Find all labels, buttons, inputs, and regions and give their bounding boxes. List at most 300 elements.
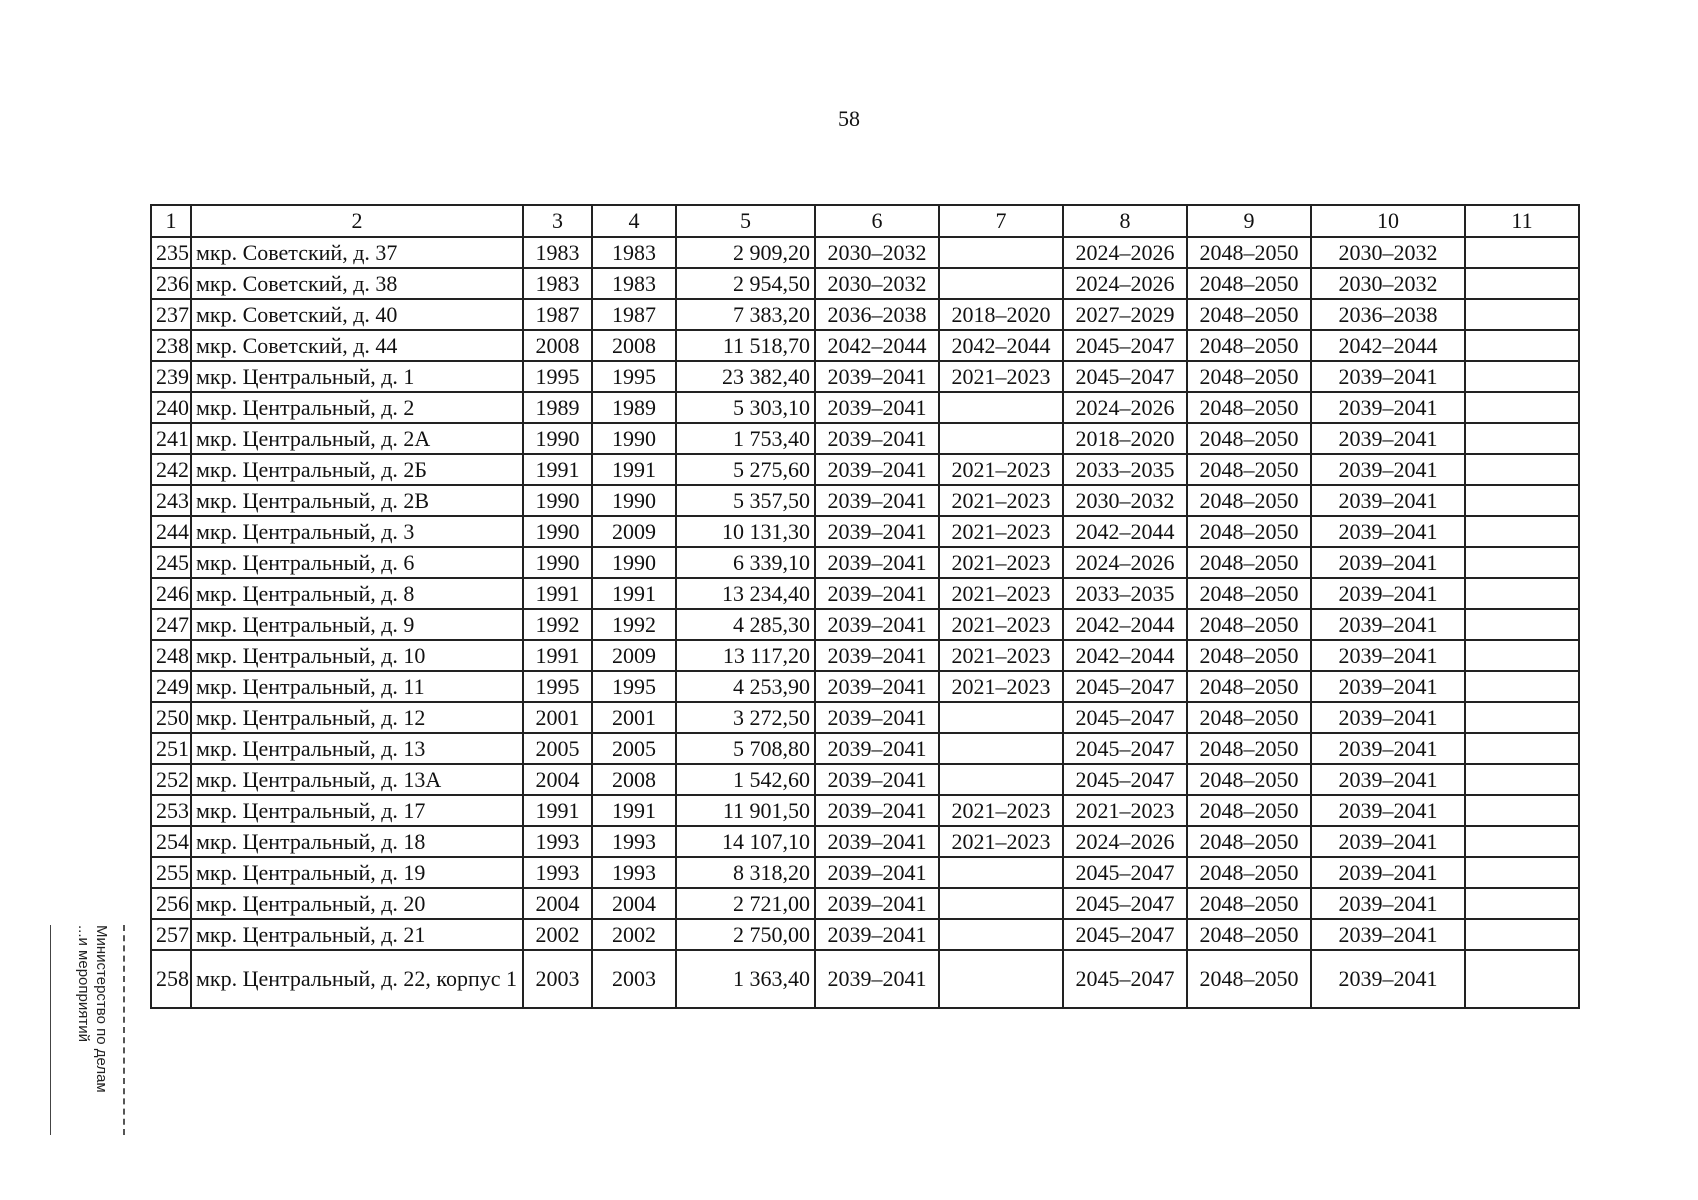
cell-address: мкр. Советский, д. 40 xyxy=(191,299,523,330)
cell-period-col8: 2045–2047 xyxy=(1063,702,1187,733)
cell-period-col7: 2021–2023 xyxy=(939,578,1063,609)
cell-area: 13 234,40 xyxy=(676,578,815,609)
cell-period-col8: 2042–2044 xyxy=(1063,640,1187,671)
table-row xyxy=(151,764,1579,795)
cell-period-col10: 2030–2032 xyxy=(1311,268,1465,299)
cell-col11 xyxy=(1465,640,1579,671)
cell-address: мкр. Советский, д. 37 xyxy=(191,237,523,268)
cell-period-col9: 2048–2050 xyxy=(1187,392,1311,423)
cell-period-col9: 2048–2050 xyxy=(1187,361,1311,392)
cell-row-number: 236 xyxy=(151,268,191,299)
header-row xyxy=(151,205,1579,237)
cell-address: мкр. Центральный, д. 22, корпус 1 xyxy=(191,950,523,1008)
cell-row-number: 250 xyxy=(151,702,191,733)
cell-year-overhaul: 1991 xyxy=(592,795,676,826)
cell-period-col6: 2039–2041 xyxy=(815,671,939,702)
cell-address: мкр. Советский, д. 38 xyxy=(191,268,523,299)
cell-period-col6: 2039–2041 xyxy=(815,919,939,950)
cell-period-col6: 2039–2041 xyxy=(815,361,939,392)
cell-year-built: 1983 xyxy=(523,268,592,299)
cell-period-col9: 2048–2050 xyxy=(1187,578,1311,609)
table-row xyxy=(151,330,1579,361)
cell-area: 13 117,20 xyxy=(676,640,815,671)
cell-area: 4 285,30 xyxy=(676,609,815,640)
header-cell: 2 xyxy=(191,205,523,237)
cell-period-col8: 2030–2032 xyxy=(1063,485,1187,516)
cell-row-number: 258 xyxy=(151,950,191,1008)
cell-col11 xyxy=(1465,733,1579,764)
housing-registry-table xyxy=(150,204,1580,1009)
cell-period-col9: 2048–2050 xyxy=(1187,299,1311,330)
cell-period-col10: 2039–2041 xyxy=(1311,640,1465,671)
cell-address: мкр. Центральный, д. 12 xyxy=(191,702,523,733)
cell-period-col9: 2048–2050 xyxy=(1187,609,1311,640)
cell-year-overhaul: 1987 xyxy=(592,299,676,330)
cell-address: мкр. Центральный, д. 1 xyxy=(191,361,523,392)
cell-period-col10: 2039–2041 xyxy=(1311,516,1465,547)
cell-period-col6: 2039–2041 xyxy=(815,640,939,671)
cell-period-col9: 2048–2050 xyxy=(1187,857,1311,888)
cell-address: мкр. Центральный, д. 21 xyxy=(191,919,523,950)
cell-address: мкр. Центральный, д. 3 xyxy=(191,516,523,547)
cell-year-built: 2002 xyxy=(523,919,592,950)
cell-period-col10: 2036–2038 xyxy=(1311,299,1465,330)
cell-address: мкр. Центральный, д. 13 xyxy=(191,733,523,764)
cell-period-col9: 2048–2050 xyxy=(1187,640,1311,671)
cell-address: мкр. Центральный, д. 17 xyxy=(191,795,523,826)
cell-col11 xyxy=(1465,950,1579,1008)
header-cell: 3 xyxy=(523,205,592,237)
cell-address: мкр. Центральный, д. 2В xyxy=(191,485,523,516)
cell-year-overhaul: 1993 xyxy=(592,857,676,888)
cell-period-col7 xyxy=(939,237,1063,268)
cell-address: мкр. Центральный, д. 2 xyxy=(191,392,523,423)
cell-period-col9: 2048–2050 xyxy=(1187,826,1311,857)
header-cell: 11 xyxy=(1465,205,1579,237)
cell-period-col10: 2039–2041 xyxy=(1311,919,1465,950)
table-row xyxy=(151,392,1579,423)
cell-row-number: 257 xyxy=(151,919,191,950)
cell-row-number: 249 xyxy=(151,671,191,702)
table-row xyxy=(151,702,1579,733)
cell-period-col10: 2039–2041 xyxy=(1311,485,1465,516)
cell-period-col8: 2024–2026 xyxy=(1063,268,1187,299)
cell-period-col9: 2048–2050 xyxy=(1187,454,1311,485)
table-row xyxy=(151,640,1579,671)
cell-period-col10: 2039–2041 xyxy=(1311,857,1465,888)
cell-period-col7: 2021–2023 xyxy=(939,795,1063,826)
cell-year-overhaul: 1983 xyxy=(592,268,676,299)
table-row xyxy=(151,609,1579,640)
header-cell: 1 xyxy=(151,205,191,237)
cell-period-col8: 2045–2047 xyxy=(1063,888,1187,919)
cell-area: 10 131,30 xyxy=(676,516,815,547)
cell-col11 xyxy=(1465,330,1579,361)
cell-period-col9: 2048–2050 xyxy=(1187,423,1311,454)
cell-year-overhaul: 2001 xyxy=(592,702,676,733)
cell-period-col6: 2039–2041 xyxy=(815,888,939,919)
cell-period-col10: 2039–2041 xyxy=(1311,702,1465,733)
cell-year-overhaul: 1991 xyxy=(592,454,676,485)
cell-row-number: 240 xyxy=(151,392,191,423)
cell-year-overhaul: 1983 xyxy=(592,237,676,268)
cell-period-col9: 2048–2050 xyxy=(1187,547,1311,578)
cell-row-number: 245 xyxy=(151,547,191,578)
cell-col11 xyxy=(1465,423,1579,454)
cell-period-col8: 2033–2035 xyxy=(1063,454,1187,485)
cell-period-col7: 2021–2023 xyxy=(939,454,1063,485)
cell-col11 xyxy=(1465,609,1579,640)
header-cell: 8 xyxy=(1063,205,1187,237)
table-row xyxy=(151,826,1579,857)
cell-address: мкр. Центральный, д. 2Б xyxy=(191,454,523,485)
cell-area: 23 382,40 xyxy=(676,361,815,392)
cell-year-overhaul: 1993 xyxy=(592,826,676,857)
cell-period-col7: 2021–2023 xyxy=(939,361,1063,392)
cell-year-built: 2004 xyxy=(523,764,592,795)
cell-area: 2 750,00 xyxy=(676,919,815,950)
stamp-line-2: ...и мероприятий xyxy=(75,925,92,1042)
cell-year-built: 1990 xyxy=(523,423,592,454)
cell-period-col9: 2048–2050 xyxy=(1187,268,1311,299)
cell-period-col10: 2039–2041 xyxy=(1311,578,1465,609)
cell-period-col6: 2039–2041 xyxy=(815,547,939,578)
table-row xyxy=(151,237,1579,268)
cell-period-col9: 2048–2050 xyxy=(1187,237,1311,268)
cell-period-col9: 2048–2050 xyxy=(1187,888,1311,919)
cell-period-col6: 2039–2041 xyxy=(815,857,939,888)
cell-period-col7 xyxy=(939,392,1063,423)
cell-period-col8: 2024–2026 xyxy=(1063,392,1187,423)
cell-period-col10: 2042–2044 xyxy=(1311,330,1465,361)
table-row xyxy=(151,733,1579,764)
cell-period-col8: 2045–2047 xyxy=(1063,764,1187,795)
cell-row-number: 243 xyxy=(151,485,191,516)
cell-period-col10: 2039–2041 xyxy=(1311,454,1465,485)
cell-year-built: 2003 xyxy=(523,950,592,1008)
cell-period-col9: 2048–2050 xyxy=(1187,950,1311,1008)
cell-year-built: 1991 xyxy=(523,795,592,826)
table-row xyxy=(151,795,1579,826)
cell-area: 4 253,90 xyxy=(676,671,815,702)
cell-year-built: 2008 xyxy=(523,330,592,361)
cell-period-col9: 2048–2050 xyxy=(1187,733,1311,764)
cell-year-built: 1995 xyxy=(523,361,592,392)
cell-period-col9: 2048–2050 xyxy=(1187,764,1311,795)
cell-period-col6: 2039–2041 xyxy=(815,578,939,609)
cell-period-col7: 2021–2023 xyxy=(939,671,1063,702)
cell-year-built: 1992 xyxy=(523,609,592,640)
cell-period-col7: 2021–2023 xyxy=(939,609,1063,640)
cell-period-col7 xyxy=(939,919,1063,950)
cell-period-col7: 2018–2020 xyxy=(939,299,1063,330)
cell-col11 xyxy=(1465,547,1579,578)
cell-year-overhaul: 1995 xyxy=(592,671,676,702)
cell-period-col8: 2018–2020 xyxy=(1063,423,1187,454)
cell-period-col9: 2048–2050 xyxy=(1187,919,1311,950)
cell-row-number: 253 xyxy=(151,795,191,826)
cell-row-number: 256 xyxy=(151,888,191,919)
cell-year-overhaul: 2009 xyxy=(592,640,676,671)
cell-period-col7: 2042–2044 xyxy=(939,330,1063,361)
cell-period-col6: 2039–2041 xyxy=(815,795,939,826)
cell-row-number: 252 xyxy=(151,764,191,795)
header-cell: 5 xyxy=(676,205,815,237)
cell-area: 11 901,50 xyxy=(676,795,815,826)
cell-period-col10: 2039–2041 xyxy=(1311,671,1465,702)
cell-area: 11 518,70 xyxy=(676,330,815,361)
header-cell: 9 xyxy=(1187,205,1311,237)
cell-area: 1 542,60 xyxy=(676,764,815,795)
cell-period-col9: 2048–2050 xyxy=(1187,702,1311,733)
cell-address: мкр. Центральный, д. 6 xyxy=(191,547,523,578)
cell-area: 7 383,20 xyxy=(676,299,815,330)
cell-year-overhaul: 2005 xyxy=(592,733,676,764)
cell-period-col6: 2039–2041 xyxy=(815,485,939,516)
cell-period-col7 xyxy=(939,888,1063,919)
cell-row-number: 251 xyxy=(151,733,191,764)
cell-period-col10: 2039–2041 xyxy=(1311,733,1465,764)
cell-address: мкр. Центральный, д. 19 xyxy=(191,857,523,888)
cell-year-overhaul: 1990 xyxy=(592,485,676,516)
cell-period-col8: 2045–2047 xyxy=(1063,857,1187,888)
side-stamp-text xyxy=(74,925,110,1135)
cell-year-overhaul: 1995 xyxy=(592,361,676,392)
cell-col11 xyxy=(1465,361,1579,392)
cell-address: мкр. Центральный, д. 20 xyxy=(191,888,523,919)
cell-row-number: 237 xyxy=(151,299,191,330)
cell-year-built: 1990 xyxy=(523,485,592,516)
cell-period-col6: 2039–2041 xyxy=(815,764,939,795)
cell-year-built: 1991 xyxy=(523,454,592,485)
cell-row-number: 244 xyxy=(151,516,191,547)
cell-period-col6: 2042–2044 xyxy=(815,330,939,361)
cell-period-col6: 2030–2032 xyxy=(815,237,939,268)
cell-col11 xyxy=(1465,826,1579,857)
cell-col11 xyxy=(1465,888,1579,919)
cell-period-col7 xyxy=(939,423,1063,454)
cell-address: мкр. Центральный, д. 18 xyxy=(191,826,523,857)
table-row xyxy=(151,485,1579,516)
page-number: 58 xyxy=(838,106,860,131)
cell-year-overhaul: 1991 xyxy=(592,578,676,609)
cell-row-number: 235 xyxy=(151,237,191,268)
cell-area: 2 954,50 xyxy=(676,268,815,299)
cell-year-overhaul: 1992 xyxy=(592,609,676,640)
cell-row-number: 247 xyxy=(151,609,191,640)
cell-period-col6: 2039–2041 xyxy=(815,516,939,547)
cell-row-number: 239 xyxy=(151,361,191,392)
cell-col11 xyxy=(1465,578,1579,609)
table-row xyxy=(151,888,1579,919)
cell-period-col7 xyxy=(939,950,1063,1008)
cell-area: 3 272,50 xyxy=(676,702,815,733)
cell-year-built: 1990 xyxy=(523,547,592,578)
cell-period-col10: 2039–2041 xyxy=(1311,392,1465,423)
cell-period-col10: 2039–2041 xyxy=(1311,795,1465,826)
cell-row-number: 242 xyxy=(151,454,191,485)
cell-period-col8: 2045–2047 xyxy=(1063,330,1187,361)
cell-period-col9: 2048–2050 xyxy=(1187,485,1311,516)
cell-year-overhaul: 2004 xyxy=(592,888,676,919)
cell-area: 2 909,20 xyxy=(676,237,815,268)
cell-year-overhaul: 2008 xyxy=(592,764,676,795)
cell-year-built: 1989 xyxy=(523,392,592,423)
cell-period-col8: 2024–2026 xyxy=(1063,826,1187,857)
cell-period-col7 xyxy=(939,764,1063,795)
cell-address: мкр. Центральный, д. 2А xyxy=(191,423,523,454)
cell-period-col8: 2024–2026 xyxy=(1063,237,1187,268)
cell-address: мкр. Центральный, д. 11 xyxy=(191,671,523,702)
cell-period-col6: 2039–2041 xyxy=(815,423,939,454)
cell-period-col10: 2039–2041 xyxy=(1311,826,1465,857)
cell-year-built: 1991 xyxy=(523,640,592,671)
table-row xyxy=(151,268,1579,299)
cell-year-overhaul: 1990 xyxy=(592,547,676,578)
cell-col11 xyxy=(1465,795,1579,826)
cell-year-built: 1991 xyxy=(523,578,592,609)
cell-period-col10: 2039–2041 xyxy=(1311,888,1465,919)
cell-period-col6: 2039–2041 xyxy=(815,392,939,423)
cell-col11 xyxy=(1465,702,1579,733)
cell-col11 xyxy=(1465,764,1579,795)
cell-period-col8: 2045–2047 xyxy=(1063,919,1187,950)
cell-row-number: 238 xyxy=(151,330,191,361)
cell-period-col10: 2039–2041 xyxy=(1311,361,1465,392)
cell-period-col6: 2039–2041 xyxy=(815,702,939,733)
cell-period-col8: 2045–2047 xyxy=(1063,361,1187,392)
cell-period-col8: 2024–2026 xyxy=(1063,547,1187,578)
cell-year-built: 1993 xyxy=(523,826,592,857)
cell-period-col8: 2042–2044 xyxy=(1063,516,1187,547)
table-row xyxy=(151,547,1579,578)
cell-col11 xyxy=(1465,299,1579,330)
cell-period-col7: 2021–2023 xyxy=(939,485,1063,516)
cell-period-col8: 2045–2047 xyxy=(1063,733,1187,764)
cell-period-col6: 2039–2041 xyxy=(815,609,939,640)
cell-col11 xyxy=(1465,516,1579,547)
cell-year-overhaul: 2002 xyxy=(592,919,676,950)
cell-period-col8: 2027–2029 xyxy=(1063,299,1187,330)
cell-year-built: 1993 xyxy=(523,857,592,888)
cell-period-col7 xyxy=(939,733,1063,764)
cell-row-number: 255 xyxy=(151,857,191,888)
table-row xyxy=(151,578,1579,609)
cell-year-overhaul: 2003 xyxy=(592,950,676,1008)
cell-area: 8 318,20 xyxy=(676,857,815,888)
cell-period-col10: 2039–2041 xyxy=(1311,547,1465,578)
cell-period-col10: 2030–2032 xyxy=(1311,237,1465,268)
cell-period-col6: 2039–2041 xyxy=(815,454,939,485)
cell-period-col10: 2039–2041 xyxy=(1311,764,1465,795)
cell-period-col10: 2039–2041 xyxy=(1311,950,1465,1008)
cell-area: 5 357,50 xyxy=(676,485,815,516)
cell-area: 1 363,40 xyxy=(676,950,815,1008)
cell-period-col7: 2021–2023 xyxy=(939,826,1063,857)
table-row xyxy=(151,454,1579,485)
cell-period-col9: 2048–2050 xyxy=(1187,516,1311,547)
cell-row-number: 246 xyxy=(151,578,191,609)
cell-area: 1 753,40 xyxy=(676,423,815,454)
table-row xyxy=(151,516,1579,547)
cell-year-built: 2005 xyxy=(523,733,592,764)
header-cell: 7 xyxy=(939,205,1063,237)
table-row xyxy=(151,950,1579,1008)
cell-period-col7 xyxy=(939,268,1063,299)
cell-period-col8: 2042–2044 xyxy=(1063,609,1187,640)
cell-period-col10: 2039–2041 xyxy=(1311,423,1465,454)
cell-row-number: 241 xyxy=(151,423,191,454)
cell-year-overhaul: 2009 xyxy=(592,516,676,547)
header-cell: 6 xyxy=(815,205,939,237)
cell-col11 xyxy=(1465,268,1579,299)
table-body xyxy=(151,237,1579,1008)
table-row xyxy=(151,919,1579,950)
stamp-line-1: Министерство по делам xyxy=(93,925,110,1093)
cell-col11 xyxy=(1465,454,1579,485)
cell-year-built: 1990 xyxy=(523,516,592,547)
cell-period-col9: 2048–2050 xyxy=(1187,795,1311,826)
cell-period-col7: 2021–2023 xyxy=(939,516,1063,547)
cell-area: 5 275,60 xyxy=(676,454,815,485)
cell-period-col6: 2039–2041 xyxy=(815,826,939,857)
table-header xyxy=(151,205,1579,237)
table-row xyxy=(151,299,1579,330)
cell-area: 5 708,80 xyxy=(676,733,815,764)
cell-address: мкр. Центральный, д. 8 xyxy=(191,578,523,609)
cell-area: 6 339,10 xyxy=(676,547,815,578)
cell-period-col10: 2039–2041 xyxy=(1311,609,1465,640)
cell-col11 xyxy=(1465,919,1579,950)
cell-year-built: 1983 xyxy=(523,237,592,268)
cell-row-number: 248 xyxy=(151,640,191,671)
cell-period-col8: 2045–2047 xyxy=(1063,671,1187,702)
cell-col11 xyxy=(1465,485,1579,516)
cell-year-built: 2001 xyxy=(523,702,592,733)
table-row xyxy=(151,857,1579,888)
cell-period-col7: 2021–2023 xyxy=(939,640,1063,671)
cell-col11 xyxy=(1465,392,1579,423)
cell-row-number: 254 xyxy=(151,826,191,857)
cell-period-col6: 2039–2041 xyxy=(815,733,939,764)
cell-address: мкр. Центральный, д. 9 xyxy=(191,609,523,640)
table-row xyxy=(151,361,1579,392)
cell-col11 xyxy=(1465,671,1579,702)
cell-period-col8: 2033–2035 xyxy=(1063,578,1187,609)
cell-period-col9: 2048–2050 xyxy=(1187,671,1311,702)
cell-year-built: 1995 xyxy=(523,671,592,702)
cell-period-col7 xyxy=(939,702,1063,733)
cell-period-col8: 2021–2023 xyxy=(1063,795,1187,826)
cell-period-col6: 2030–2032 xyxy=(815,268,939,299)
cell-year-built: 2004 xyxy=(523,888,592,919)
cell-address: мкр. Центральный, д. 10 xyxy=(191,640,523,671)
table-row xyxy=(151,671,1579,702)
cell-col11 xyxy=(1465,237,1579,268)
cell-period-col8: 2045–2047 xyxy=(1063,950,1187,1008)
cell-year-built: 1987 xyxy=(523,299,592,330)
cell-area: 14 107,10 xyxy=(676,826,815,857)
cell-year-overhaul: 1989 xyxy=(592,392,676,423)
header-cell: 4 xyxy=(592,205,676,237)
cell-col11 xyxy=(1465,857,1579,888)
cell-address: мкр. Советский, д. 44 xyxy=(191,330,523,361)
cell-period-col7: 2021–2023 xyxy=(939,547,1063,578)
cell-address: мкр. Центральный, д. 13А xyxy=(191,764,523,795)
cell-period-col6: 2039–2041 xyxy=(815,950,939,1008)
cell-area: 2 721,00 xyxy=(676,888,815,919)
cell-year-overhaul: 1990 xyxy=(592,423,676,454)
